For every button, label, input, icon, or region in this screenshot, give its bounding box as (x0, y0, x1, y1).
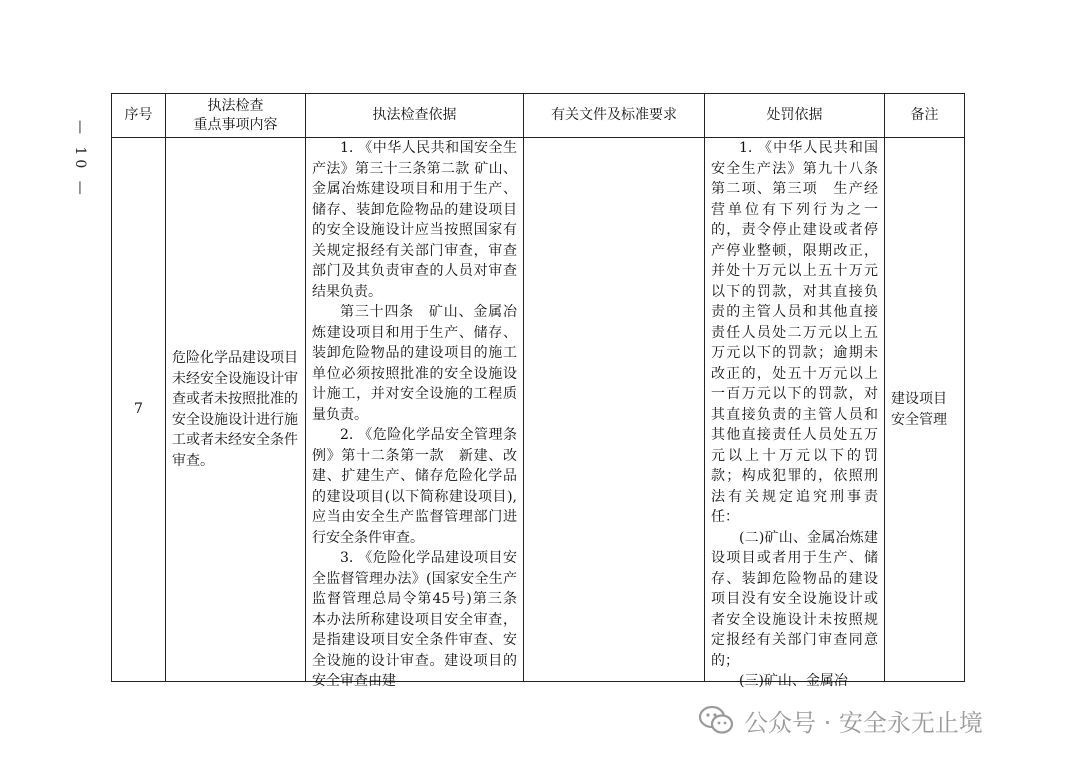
row-basis (306, 138, 531, 689)
watermark (698, 700, 1058, 740)
basis-paragraph: 2. 《危险化学品安全管理条例》第十二条第一款 新建、改建、扩建生产、储存危险化学品的建设项目(以下简称建设项目),应当由安全生产监督管理部门进行安全条件审查。 (312, 427, 517, 546)
header-number: 序号 (112, 94, 166, 138)
row-standards (524, 138, 705, 682)
row-item: 危险化学品建设项目未经安全设施设计审查或者未按照批准的安全设施设计进行施工或者未经安全条件审查。 (166, 138, 306, 682)
page-number: — 10 — (72, 120, 88, 199)
header-penalty: 处罚依据 (705, 94, 885, 138)
table-header-row (112, 94, 965, 138)
header-item (166, 94, 306, 138)
basis-paragraph: 1. 《中华人民共和国安全生产法》第三十三条第二款 矿山、金属冶炼建设项目和用于生产、储存、装卸危险物品的建设项目的安全设施设计应当按照国家有关规定报经有关部门审查，审查部门及其负责审查的人员对审查结果负责。 (312, 140, 517, 300)
penalty-paragraph: 1. 《中华人民共和国安全生产法》第九十八条第二项、第三项 生产经营单位有下列行为之一的，责令停止建设或者停产停业整顿，限期改正，并处十万元以上五十万元以下的罚款，对其直接负责的主管人员和其他直接责任人员处二万元以上五万元以下的罚款；逾期未改正的，处五十万元以上一百万元以下的罚款，对其直接负责的主管人员和其他直接责任人员处五万元以上十万元以下的罚款；构成犯罪的，依照刑法有关规定追究刑事责任： (711, 140, 878, 525)
watermark-text: 公众号 · 安全永无止境 (744, 708, 983, 737)
header-basis: 执法检查依据 (306, 94, 524, 138)
wechat-icon (698, 705, 734, 735)
inspection-table (111, 93, 965, 689)
penalty-paragraph: (二)矿山、金属冶炼建设项目或者用于生产、储存、装卸危险物品的建设项目没有安全设施设计或者安全设施设计未按照规定报经有关部门审查同意的； (711, 529, 878, 669)
header-note: 备注 (885, 94, 965, 138)
basis-paragraph: 3. 《危险化学品建设项目安全监督管理办法》(国家安全生产监督管理总局令第45号)第三条 本办法所称建设项目安全审查，是指建设项目安全条件审查、安全设施的设计审查。建设项目的安全审查由建 (312, 550, 531, 689)
table-row (112, 138, 965, 682)
row-penalty (705, 138, 885, 689)
row-note: 建设项目安全管理 (885, 138, 965, 682)
header-standards: 有关文件及标准要求 (524, 94, 705, 138)
basis-paragraph: 第三十四条 矿山、金属冶炼建设项目和用于生产、储存、装卸危险物品的建设项目的施工单位必须按照批准的安全设施设计施工，并对安全设施的工程质量负责。 (312, 304, 517, 423)
header-item-text (172, 97, 299, 135)
header-item-line: 执法检查 (207, 97, 264, 114)
header-item-line: 重点事项内容 (193, 116, 278, 133)
row-number: 7 (112, 138, 166, 682)
penalty-paragraph: (三)矿山、金属冶 (739, 673, 848, 689)
